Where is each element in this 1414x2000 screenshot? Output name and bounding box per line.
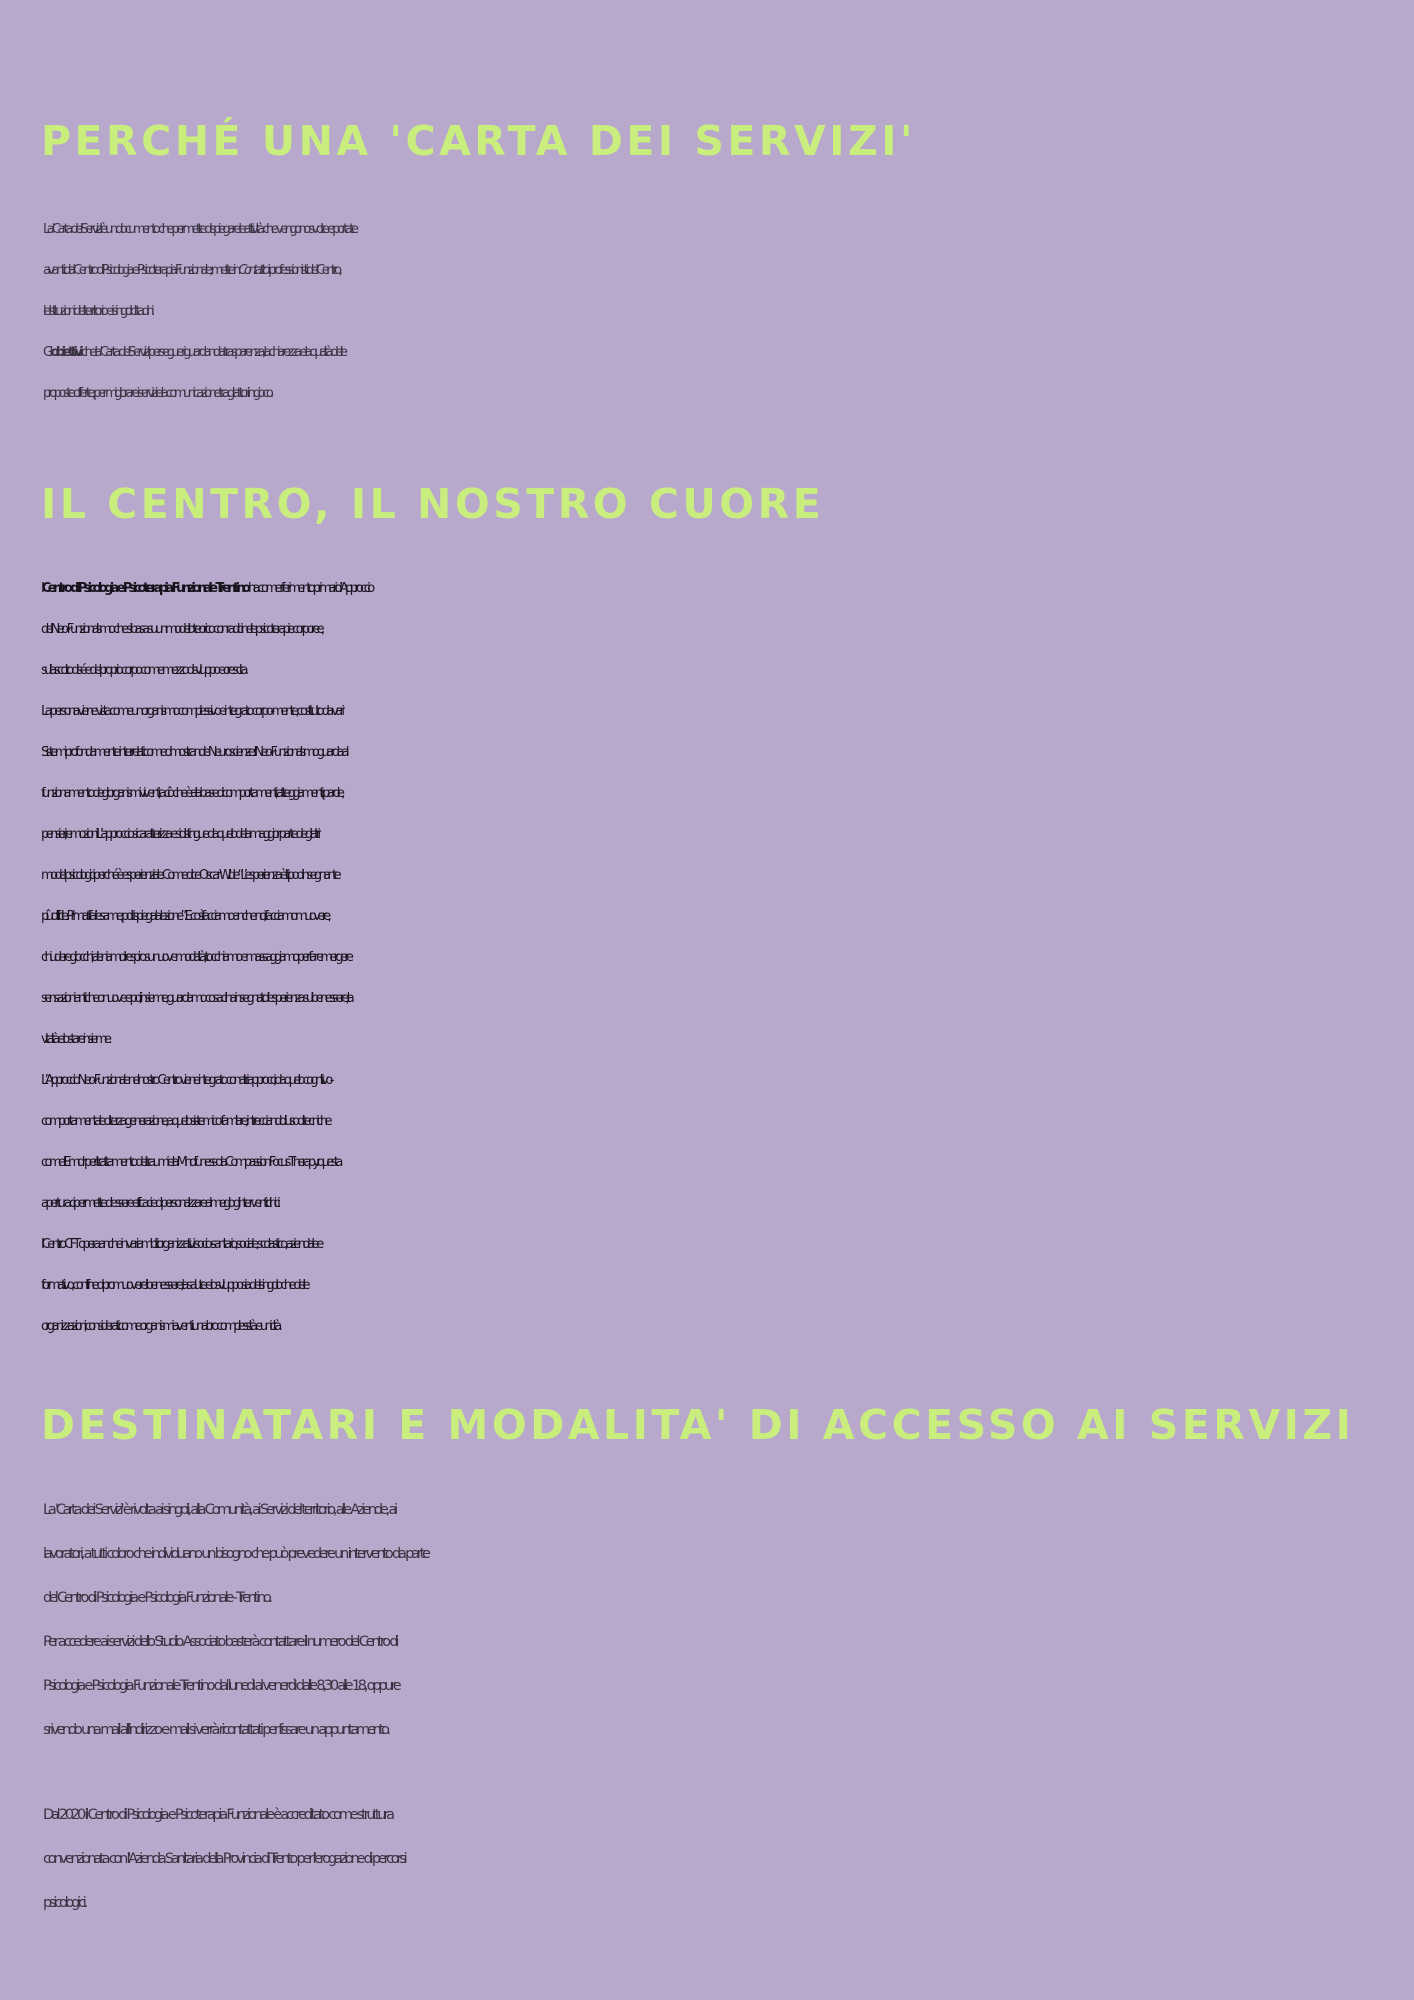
text-segment: sull’ascolto di sé e del proprio corpo come mezzo di sviluppo e crescita. bbox=[41, 663, 246, 678]
text-line bbox=[43, 1488, 1414, 1532]
text-line bbox=[43, 1881, 1414, 1925]
text-segment: vitalità e lo stare insieme. bbox=[41, 1032, 109, 1047]
text-segment: del Neo-Funzionalismo che si basa su un modello teorico con radici nelle psicoterapie corporee, bbox=[41, 622, 322, 637]
text-line bbox=[43, 1620, 1414, 1664]
text-line bbox=[43, 1793, 1414, 1837]
text-line bbox=[41, 1019, 1414, 1060]
text-segment: del Centro di Psicologia e Psicologia Funzionale - Trentino. bbox=[43, 1590, 270, 1606]
text-line bbox=[41, 1306, 1414, 1347]
text-segment: La 'Carta dei Servizi' è rivolta ai singoli, alla Comunità, ai Servizi del territorio, alle Aziende, ai bbox=[43, 1502, 395, 1518]
text-line bbox=[43, 1837, 1414, 1881]
text-segment: apertura ci permette di essere efficaci e di personalizzare al meglio gli interventi clinici. bbox=[41, 1196, 278, 1211]
text-segment: sensazioni antiche o nuove e poi, insieme, guardiamo cosa ci ha insegnato l’esperienza sul benessere, la bbox=[41, 991, 352, 1006]
text-segment: Il Centro CFT opera anche in vari ambiti organizzativi: socio-sanitario, sociale, scolastico, aziendale e bbox=[41, 1237, 321, 1252]
section-heading-centro: IL CENTRO, IL NOSTRO CUORE bbox=[41, 480, 825, 528]
text-segment: Il bbox=[41, 581, 42, 596]
section-body-centro bbox=[41, 568, 1414, 1347]
text-segment: proposte offerte, per migliorare i servizi e la comunicazione tra gli attori in gioco. bbox=[43, 386, 271, 401]
text-segment: come l’Emdr per il trattamento dei traumi e la Mindfuness o la Compassion Focus Therapy: questa bbox=[41, 1155, 340, 1170]
text-segment: srivendo una mail all'indirizzo e-mail si verrà ricontattati per fissare un appuntamento. bbox=[43, 1722, 388, 1738]
text-line bbox=[41, 1183, 1414, 1224]
text-segment: comportamentale di terza generazione, a quello sistemico-familiare, intrecciando l’uso di tecniche bbox=[41, 1114, 329, 1129]
text-line bbox=[43, 291, 1414, 332]
bold-text: Centro di Psicologia e Psicoterapia Funzionale Trentino bbox=[41, 581, 248, 596]
text-segment: avanti dal Centro di Psicologia e Psicoterapia Funzionale; mette in bbox=[43, 263, 239, 278]
text-segment: pensieri, emozioni. L’approccio si caratterizza e si distingue da quello della maggior parte degli altri bbox=[41, 827, 318, 842]
text-line bbox=[41, 732, 1414, 773]
text-segment: Sistemi profondamente interrelati come dimostrano le Neuroscienze: Il Neo-Funzionalismo guarda al bbox=[41, 745, 346, 760]
section-body-perche bbox=[43, 209, 1414, 414]
text-line bbox=[41, 568, 1414, 609]
text-segment: i professionisti del Centro, bbox=[266, 263, 340, 278]
text-segment: Dal 2020 il Centro di Psicologia e Psicoterapia Funzionale è accreditato come struttura bbox=[43, 1807, 392, 1823]
text-segment: Gli bbox=[43, 345, 51, 360]
text-line bbox=[41, 773, 1414, 814]
text-segment: Psicologia e Psicologia Funzionale Trentino dal lunedì al venerdì dalle 8,30 alle 18, oppure bbox=[43, 1678, 399, 1694]
text-line bbox=[41, 855, 1414, 896]
italic-text: Contatto bbox=[238, 263, 267, 278]
text-line bbox=[41, 1101, 1414, 1142]
text-segment: Per accedere ai servizi dello Studio Associato basterà contattare il numero del Centro di bbox=[43, 1634, 397, 1650]
text-line bbox=[43, 373, 1414, 414]
text-segment: chiudere gli occhi, alleniamo il respiro su nuove modalità, tocchiamo e massaggiamo per far emergere bbox=[41, 950, 351, 965]
text-segment: funzionamento degli organismi viventi, a ciò che è alla base di comportamenti, atteggiamenti, parole, bbox=[41, 786, 342, 801]
text-segment: le Istituzioni del territorio e i singoli cittadini. bbox=[43, 304, 152, 319]
text-line bbox=[43, 332, 1414, 373]
text-segment: più difficile. Prima ti fa l’esame, poi ti spiega la lezione”. E così facciamo anche noi, facciamo muovere, bbox=[41, 909, 329, 924]
text-line bbox=[41, 1060, 1414, 1101]
text-line bbox=[41, 978, 1414, 1019]
text-segment: L’Approccio Neo-Funzionale nel nostro Centro viene integrato con altri approcci, da quello cognitivo- bbox=[41, 1073, 332, 1088]
text-segment: La 'Carta dei Servizi' è un documento che permette di spiegare le attività che vengono svolte e portate bbox=[43, 222, 356, 237]
text-line bbox=[43, 1576, 1414, 1620]
text-line bbox=[43, 1532, 1414, 1576]
text-line bbox=[43, 250, 1414, 291]
bold-text: obiettivi bbox=[50, 345, 81, 360]
text-line bbox=[41, 650, 1414, 691]
text-line bbox=[43, 1664, 1414, 1708]
text-line bbox=[41, 1224, 1414, 1265]
text-segment: psicologici. bbox=[43, 1895, 85, 1911]
text-segment: che la 'Carta dei Servizi' persegue riguardano la trasparenza, la chiarezza e la qualità delle bbox=[80, 345, 345, 360]
section-heading-perche: PERCHÉ UNA 'CARTA DEI SERVIZI' bbox=[41, 117, 917, 165]
text-segment: organizzazioni, considerati come organismi aventi una loro complessità e unicità. bbox=[41, 1319, 280, 1334]
text-line bbox=[43, 209, 1414, 250]
text-line bbox=[41, 691, 1414, 732]
text-segment: convenzionata con l'Azienda Sanitaria della Provincia di Trento per l'erogazione di percorsi bbox=[43, 1851, 405, 1867]
text-segment: lavoratori, a tutti coloro che individuano un bisogno che può prevedere un intervento da parte bbox=[43, 1546, 428, 1562]
text-segment: modelli psicologici perché è esperienziale. Come dice Oscar Wilde “L’esperienza è il tipo di insegnante bbox=[41, 868, 339, 883]
text-segment: ha come riferimento primario l’Approccio bbox=[247, 581, 372, 596]
text-line bbox=[43, 1708, 1414, 1752]
section-heading-destinatari: DESTINATARI E MODALITA' DI ACCESSO AI SERVIZI bbox=[41, 1401, 1355, 1449]
text-line bbox=[41, 896, 1414, 937]
text-line bbox=[41, 609, 1414, 650]
text-line bbox=[41, 814, 1414, 855]
section-body-destinatari bbox=[43, 1488, 1414, 1752]
text-line bbox=[41, 937, 1414, 978]
text-line bbox=[41, 1265, 1414, 1306]
text-segment: La persona viene vista come un organismo complessivo e integrato corpo-mente, costituito da vari bbox=[41, 704, 342, 719]
section-closing-paragraph bbox=[43, 1793, 1414, 1925]
text-segment: formativo, con il fine di promuovere il benessere, la salute e lo sviluppo sia del singolo che delle bbox=[41, 1278, 307, 1293]
text-line bbox=[41, 1142, 1414, 1183]
